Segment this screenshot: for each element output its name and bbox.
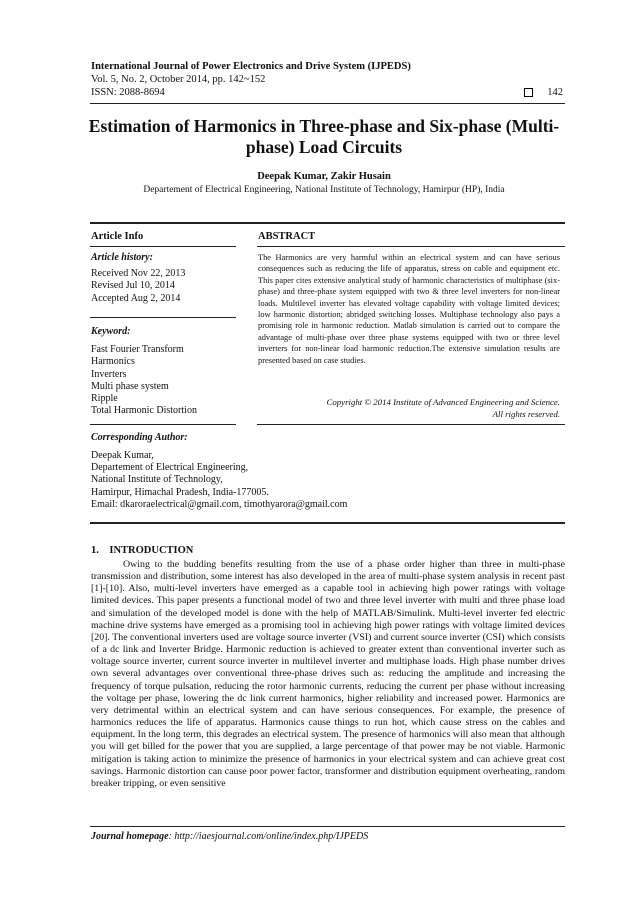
accepted-date: Accepted Aug 2, 2014 (91, 292, 181, 304)
address: Hamirpur, Himachal Pradesh, India-177005. (91, 486, 269, 498)
abstract-rule (257, 246, 565, 247)
revised-date: Revised Jul 10, 2014 (91, 280, 175, 292)
abstract-heading: ABSTRACT (258, 231, 316, 242)
affiliation: Departement of Electrical Engineering, National Institute of Technology, Hamirpur (HP), India (143, 185, 505, 195)
issn: ISSN: 2088-8694 (91, 87, 165, 98)
introduction-paragraph: Owing to the budding benefits resulting from the use of a phase order higher than three in multi-phase transmission and distribution, some interest has also developed in the area of multi-phase system analysis in recent past [1]-[10]. Also, multi-level inverters have emerged as a capable tool in achieving high power ratings with voltage limited devices. This paper presents a functional model of two and three level inverter with multi and three phase load and simulation of the developed model is done with the help of MATLAB/Simulink. Multi-level inverter fed electric machine drive systems have emerged as a promising tool in achieving high power ratings with voltage limited devices [20]. The conventional inverters used are voltage source inverter (VSI) and current source inverter (CSI) which consists of a dc link and Inverter Bridge. Harmonic reduction is achieved to greater extent than conventional inverter such as voltage source inverter, current source inverter in multilevel inverter and multiphase loads. High phase number drives own several advantages over conventional three-phase drives such as: reducing the amplitude and increasing the frequency of torque pulsation, reducing the rotor harmonic currents, reducing the current per phase without increasing the voltage per phase, lowering the dc link current harmonics, higher reliability and increased power. Harmonics are very detrimental within an electrical system and can have serious consequences. For example, the presence of harmonics reduces the life of apparatus. Harmonics cause things to run hot, which cause stress on the cables and equipment. In the long term, this degrades an electrical system. The presence of harmonics will also mean that although you will get billed for the power that you are supplied, a large percentage of that power may be not viable. Harmonic mitigation is taking action to minimize the presence of harmonics in your electrical system and can achieve great cost savings. Harmonic distortion can cause poor power factor, transformer and distribution equipment overheating, random breaker tripping, or even sensitive (91, 559, 565, 789)
institute: National Institute of Technology, (91, 474, 223, 486)
history-list (91, 268, 185, 305)
article-info-heading: Article Info (91, 231, 144, 242)
footer-rule (90, 826, 565, 827)
department: Departement of Electrical Engineering, (91, 462, 249, 474)
author-name: Deepak Kumar, (91, 450, 154, 461)
keyword-item: Harmonics (91, 356, 135, 368)
page-number-group (524, 87, 563, 98)
copyright-line: Copyright © 2014 Institute of Advanced Engineering and Science. (326, 397, 560, 407)
received-date: Received Nov 22, 2013 (91, 268, 186, 279)
keyword-list (91, 344, 197, 418)
keyword-rule (90, 424, 236, 425)
introduction-heading: 1. INTRODUCTION (91, 545, 194, 556)
article-info-rule (90, 246, 236, 247)
corresponding-details (91, 450, 347, 511)
page-number: 142 (547, 87, 563, 98)
keyword-heading: Keyword: (91, 326, 131, 337)
section-top-rule (90, 222, 565, 224)
homepage-label: Journal homepage (91, 831, 169, 842)
corresponding-heading: Corresponding Author: (91, 432, 188, 443)
history-heading: Article history: (91, 252, 153, 263)
rights-line: All rights reserved. (492, 408, 560, 419)
paper-title: Estimation of Harmonics in Three-phase and Six-phase (Multi-phase) Load Circuits (88, 116, 560, 157)
keyword-item: Fast Fourier Transform (91, 344, 184, 355)
abstract-text: The Harmonics are very harmful within an electrical system and can have serious consequences such as reducing the life of apparatus, stress on cable and equipment etc. This paper cites extensive analytical study of harmonic characteristics of multiphase (six- phase) and three-phase system equipped with two & three level inverters for non-linear loads. Multilevel inverter has elevated voltage capability with voltage limited devices; low harmonic distortion; abridged switching losses. Multiphase technology also pays a promising role in harmonic reduction. Matlab simulation is carried out to compare the advantage of multi-phase over three phase systems equipped with two or three level inverters for non-linear load harmonic reduction.The extensive simulation results are presented based on case studies. (258, 253, 560, 365)
homepage-url[interactable]: : http://iaesjournal.com/online/index.php/IJPEDS (168, 831, 369, 842)
section-bottom-rule (90, 522, 565, 524)
header-rule (90, 103, 565, 104)
keyword-item: Total Harmonic Distortion (91, 405, 197, 417)
keyword-item: Multi phase system (91, 380, 169, 392)
volume-info: Vol. 5, No. 2, October 2014, pp. 142~152 (91, 74, 266, 85)
history-rule (90, 317, 236, 318)
authors: Deepak Kumar, Zakir Husain (257, 171, 391, 182)
copyright (258, 397, 560, 420)
keyword-item: Ripple (91, 393, 118, 405)
email: Email: dkaroraelectrical@gmail.com, timothyarora@gmail.com (91, 498, 348, 510)
keyword-item: Inverters (91, 368, 127, 380)
abstract-bottom-rule (257, 424, 565, 425)
journal-name: International Journal of Power Electronics and Drive System (IJPEDS) (91, 61, 411, 72)
journal-homepage (91, 831, 368, 842)
square-bullet-icon (524, 88, 533, 97)
